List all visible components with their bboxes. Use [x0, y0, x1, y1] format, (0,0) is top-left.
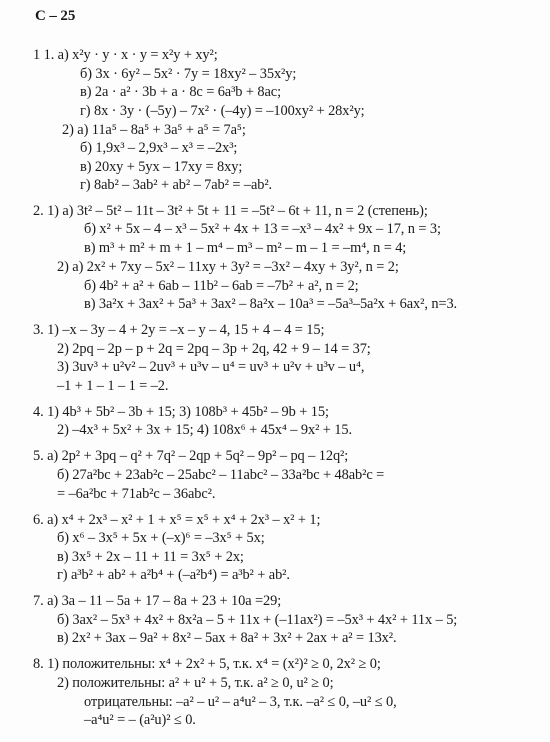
line-6a: 6. а) x⁴ + 2x³ – x² + 1 + x⁵ = x⁵ + x⁴ + 2x³ – x² + 1; [33, 512, 321, 528]
line-1-1c: в) 2a · a² · 3b + a · 8c = 6a³b + 8ac; [80, 84, 281, 100]
line-2-2c: в) 3a²x + 3ax² + 5a³ + 3ax² – 8a²x – 10a³ = –5a³–5a²x + 6ax², n=3. [84, 296, 458, 312]
line-5b: б) 27a²bc + 23ab²c – 25abc² – 11abc² – 33a²bc + 48ab²c = [57, 467, 385, 483]
line-7a: 7. а) 3a – 11 – 5a + 17 – 8a + 23 + 10a =29; [33, 593, 282, 609]
line-1-1a: 1 1. а) x²y · y · x · y = x²y + xy²; [33, 47, 218, 63]
line-1-2a: 2) а) 11a⁵ – 8a⁵ + 3a⁵ + a⁵ = 7a⁵; [62, 122, 246, 138]
line-1-2c: в) 20xy + 5yx – 17xy = 8xy; [80, 159, 243, 175]
line-5a: 5. а) 2p² + 3pq – q² + 7q² – 2qp + 5q² – 9p² – pq – 12q²; [33, 448, 349, 464]
line-6b: б) x⁶ – 3x⁵ + 5x + (–x)⁶ = –3x⁵ + 5x; [57, 530, 265, 546]
line-3-3: 3) 3uv³ + u²v² – 2uv³ + u³v – u⁴ = uv³ + u²v + u³v – u⁴, [57, 359, 365, 375]
line-3-3-check: –1 + 1 – 1 – 1 = –2. [57, 378, 169, 394]
line-3-2: 2) 2pq – 2p – p + 2q = 2pq – 3p + 2q, 42 + 9 – 14 = 37; [57, 341, 371, 357]
line-2-2a: 2) а) 2x² + 7xy – 5x² – 11xy + 3y² = –3x² – 4xy + 3y², n = 2; [57, 259, 399, 275]
line-4-2-4: 2) –4x³ + 5x² + 3x + 15; 4) 108x⁶ + 45x⁴ – 9x² + 15. [57, 422, 352, 438]
line-1-1d: г) 8x · 3y · (–5y) – 7x² · (–4y) = –100xy² + 28x²y; [80, 103, 365, 119]
line-3-1: 3. 1) –x – 3y – 4 + 2y = –x – y – 4, 15 + 4 – 4 = 15; [33, 322, 325, 338]
line-2-2b: б) 4b² + a² + 6ab – 11b² – 6ab = –7b² + a², n = 2; [84, 278, 359, 294]
line-6d: г) a³b² + ab² + a²b⁴ + (–a²b⁴) = a³b² + ab². [57, 567, 290, 583]
line-8-2-neg: отрицательны: –a² – u² – a⁴u² – 3, т.к. –a² ≤ 0, –u² ≤ 0, [84, 694, 397, 710]
page-title: С – 25 [35, 8, 76, 24]
line-2-1a: 2. 1) а) 3t² – 5t² – 11t – 3t² + 5t + 11 = –5t² – 6t + 11, n = 2 (степень); [33, 203, 428, 219]
line-1-2d: г) 8ab² – 3ab² + ab² – 7ab² = –ab². [80, 177, 273, 193]
line-6c: в) 3x⁵ + 2x – 11 + 11 = 3x⁵ + 2x; [57, 549, 244, 565]
line-8-2: 2) положительны: a² + u² + 5, т.к. a² ≥ 0, u² ≥ 0; [57, 675, 334, 691]
line-1-2b: б) 1,9x³ – 2,9x³ – x³ = –2x³; [80, 140, 238, 156]
line-2-1c: в) m³ + m² + m + 1 – m⁴ – m³ – m² – m – 1 = –m⁴, n = 4; [84, 240, 407, 256]
line-5b-result: = –6a²bc + 71ab²c – 36abc². [57, 486, 216, 502]
line-7b: б) 3ax² – 5x³ + 4x² + 8x²a – 5 + 11x + (–11ax²) = –5x³ + 4x² + 11x – 5; [57, 612, 458, 628]
line-4-1-3: 4. 1) 4b³ + 5b² – 3b + 15; 3) 108b³ + 45b² – 9b + 15; [33, 404, 329, 420]
line-7c: в) 2x² + 3ax – 9a² + 8x² – 5ax + 8a² + 3x² + 2ax + a² = 13x². [57, 630, 397, 646]
line-8-1: 8. 1) положительны: x⁴ + 2x² + 5, т.к. x⁴ = (x²)² ≥ 0, 2x² ≥ 0; [33, 656, 381, 672]
line-2-1b: б) x² + 5x – 4 – x³ – 5x² + 4x + 13 = –x³ – 4x² + 9x – 17, n = 3; [84, 221, 441, 237]
line-8-2-neg-cont: –a⁴u² = – (a²u)² ≤ 0. [84, 712, 196, 728]
line-1-1b: б) 3x · 6y² – 5x² · 7y = 18xy² – 35x²y; [80, 66, 297, 82]
